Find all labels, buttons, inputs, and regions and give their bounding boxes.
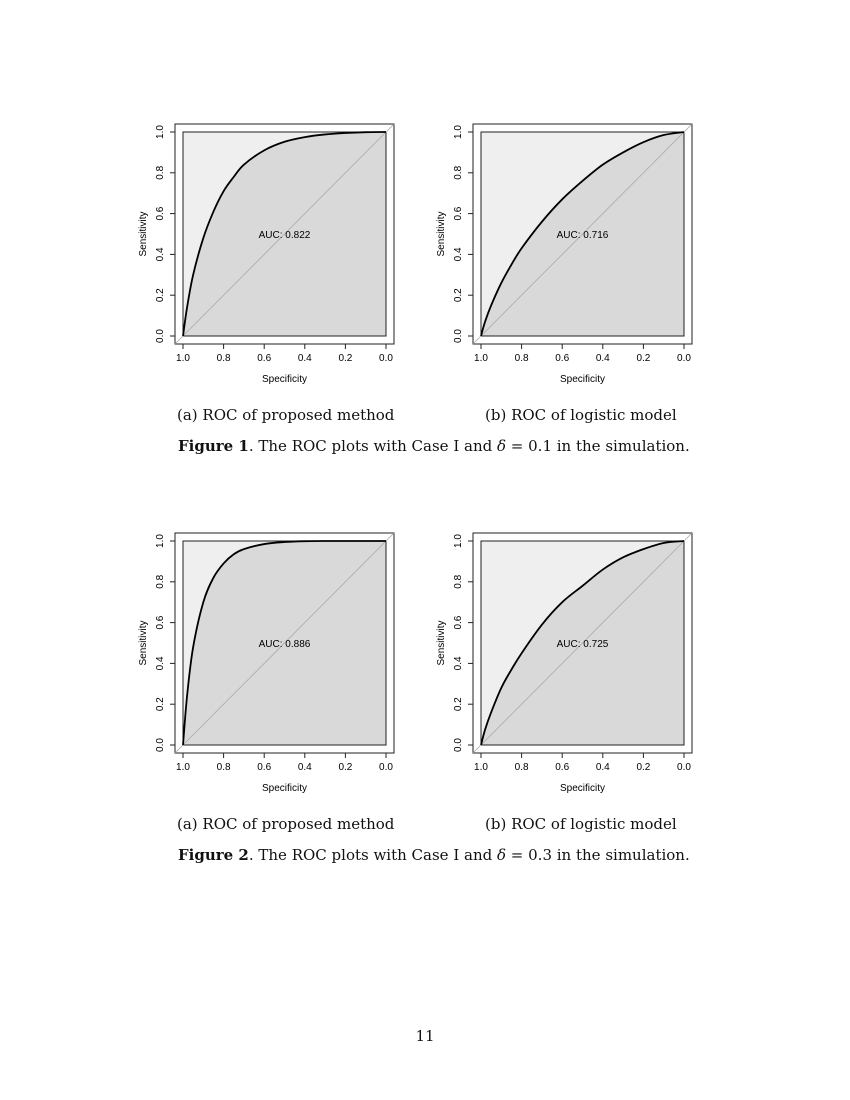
x-tick-label: 0.0 xyxy=(677,353,691,364)
subcaption-fig1-a: (a) ROC of proposed method xyxy=(177,406,395,424)
y-tick-label: 0.8 xyxy=(453,165,464,180)
x-tick-label: 0.6 xyxy=(555,353,570,364)
y-tick-label: 0.6 xyxy=(155,206,166,221)
auc-label: AUC: 0.725 xyxy=(556,639,609,651)
y-axis-title: Sensitivity xyxy=(436,211,447,257)
y-tick-label: 0.6 xyxy=(155,615,166,630)
figure-label-2: Figure 2 xyxy=(178,846,249,864)
roc-plot-fig2-a xyxy=(135,529,410,799)
y-tick-label: 0.0 xyxy=(453,329,464,343)
x-tick-label: 0.6 xyxy=(555,762,570,773)
auc-label: AUC: 0.716 xyxy=(556,230,609,242)
y-tick-label: 0.4 xyxy=(453,656,464,671)
caption-text-after-1: = 0.1 in the simulation. xyxy=(506,437,690,455)
x-tick-label: 1.0 xyxy=(176,762,190,773)
y-tick-label: 0.8 xyxy=(453,574,464,589)
y-tick-label: 0.6 xyxy=(453,615,464,630)
auc-label: AUC: 0.886 xyxy=(258,639,311,651)
y-axis-title: Sensitivity xyxy=(138,211,149,257)
x-tick-label: 1.0 xyxy=(474,353,488,364)
caption-text-after-2: = 0.3 in the simulation. xyxy=(506,846,690,864)
y-tick-label: 0.0 xyxy=(453,738,464,752)
roc-plot-fig1-b xyxy=(433,120,708,390)
x-tick-label: 0.2 xyxy=(636,762,651,773)
y-axis-title: Sensitivity xyxy=(138,620,149,666)
y-tick-label: 0.2 xyxy=(155,288,166,303)
x-axis-title: Specificity xyxy=(261,783,308,794)
roc-plot-fig2-b xyxy=(433,529,708,799)
y-tick-label: 0.0 xyxy=(155,329,166,343)
y-tick-label: 1.0 xyxy=(155,125,166,139)
delta-symbol-1: δ xyxy=(497,437,507,455)
y-tick-label: 0.6 xyxy=(453,206,464,221)
y-tick-label: 1.0 xyxy=(155,534,166,548)
roc-plot-fig1-a xyxy=(135,120,410,390)
figure-label-1: Figure 1 xyxy=(178,437,249,455)
x-tick-label: 0.4 xyxy=(297,762,312,773)
y-tick-label: 0.4 xyxy=(155,247,166,262)
caption-text-before-1: . The ROC plots with Case I and xyxy=(248,437,497,455)
x-tick-label: 0.2 xyxy=(338,353,353,364)
page-number: 11 xyxy=(415,1027,435,1045)
y-tick-label: 0.0 xyxy=(155,738,166,752)
x-tick-label: 0.0 xyxy=(677,762,691,773)
figure-caption-2 xyxy=(178,846,690,864)
x-tick-label: 0.4 xyxy=(595,353,610,364)
y-tick-label: 0.2 xyxy=(155,697,166,712)
delta-symbol-2: δ xyxy=(497,846,507,864)
auc-label: AUC: 0.822 xyxy=(258,230,311,242)
x-tick-label: 1.0 xyxy=(474,762,488,773)
figure-caption-1 xyxy=(178,437,690,455)
y-tick-label: 0.8 xyxy=(155,165,166,180)
x-tick-label: 0.2 xyxy=(338,762,353,773)
y-axis-title: Sensitivity xyxy=(436,620,447,666)
y-tick-label: 0.2 xyxy=(453,288,464,303)
subcaption-fig2-a: (a) ROC of proposed method xyxy=(177,815,395,833)
y-tick-label: 1.0 xyxy=(453,125,464,139)
subcaption-fig1-b: (b) ROC of logistic model xyxy=(485,406,677,424)
y-tick-label: 0.4 xyxy=(155,656,166,671)
y-tick-label: 1.0 xyxy=(453,534,464,548)
x-tick-label: 0.8 xyxy=(514,353,529,364)
x-tick-label: 0.8 xyxy=(216,762,231,773)
y-tick-label: 0.2 xyxy=(453,697,464,712)
x-tick-label: 0.4 xyxy=(297,353,312,364)
x-axis-title: Specificity xyxy=(559,374,606,385)
x-tick-label: 0.8 xyxy=(514,762,529,773)
x-tick-label: 0.8 xyxy=(216,353,231,364)
x-tick-label: 0.4 xyxy=(595,762,610,773)
subcaption-fig2-b: (b) ROC of logistic model xyxy=(485,815,677,833)
x-tick-label: 0.0 xyxy=(379,762,393,773)
x-tick-label: 1.0 xyxy=(176,353,190,364)
x-axis-title: Specificity xyxy=(559,783,606,794)
x-tick-label: 0.6 xyxy=(257,353,272,364)
x-tick-label: 0.6 xyxy=(257,762,272,773)
x-axis-title: Specificity xyxy=(261,374,308,385)
x-tick-label: 0.2 xyxy=(636,353,651,364)
y-tick-label: 0.4 xyxy=(453,247,464,262)
y-tick-label: 0.8 xyxy=(155,574,166,589)
x-tick-label: 0.0 xyxy=(379,353,393,364)
caption-text-before-2: . The ROC plots with Case I and xyxy=(248,846,497,864)
